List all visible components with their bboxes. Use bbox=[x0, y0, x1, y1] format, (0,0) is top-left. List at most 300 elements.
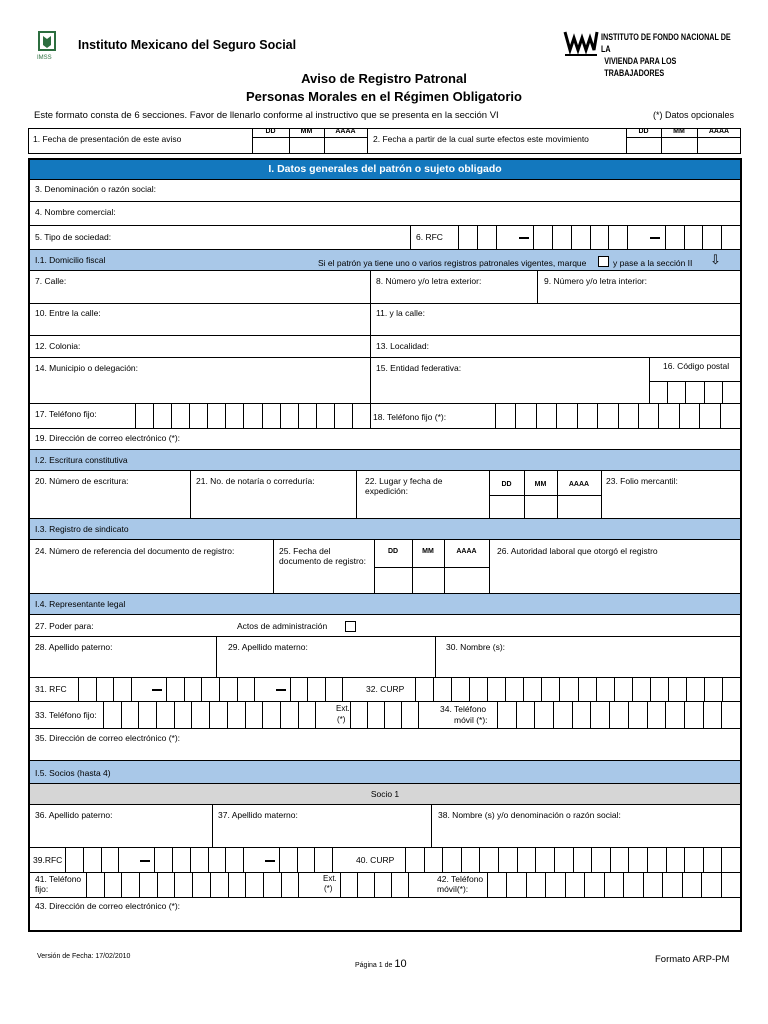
field-33-ext-optional: (*) bbox=[337, 715, 346, 724]
section-1-5-title: I.5. Socios (hasta 4) bbox=[35, 768, 111, 778]
field-30-label: 30. Nombre (s): bbox=[446, 642, 506, 652]
section-1-4-title: I.4. Representante legal bbox=[35, 599, 126, 609]
field-28-input[interactable] bbox=[30, 637, 216, 677]
char-box[interactable] bbox=[516, 702, 535, 728]
field-37-input[interactable] bbox=[213, 805, 431, 847]
admin-acts-checkbox[interactable] bbox=[345, 621, 356, 632]
version-date: Versión de Fecha: 17/02/2010 bbox=[37, 953, 131, 960]
char-box[interactable] bbox=[497, 702, 516, 728]
char-box[interactable] bbox=[704, 677, 722, 701]
char-box[interactable] bbox=[307, 677, 325, 701]
char-box[interactable] bbox=[254, 677, 272, 701]
char-box[interactable] bbox=[591, 848, 610, 872]
char-box[interactable] bbox=[578, 677, 596, 701]
char-box[interactable] bbox=[679, 404, 699, 428]
char-box[interactable] bbox=[684, 848, 703, 872]
field-5-input[interactable] bbox=[30, 226, 410, 249]
char-box[interactable] bbox=[408, 873, 425, 897]
field-32-curp-boxes[interactable] bbox=[415, 677, 740, 701]
char-box[interactable] bbox=[533, 225, 552, 249]
field-20-input[interactable] bbox=[30, 471, 190, 518]
field-40-curp-boxes[interactable] bbox=[405, 848, 740, 872]
char-box[interactable] bbox=[665, 702, 684, 728]
infonavit-logo bbox=[563, 28, 599, 60]
field-40-label: 40. CURP bbox=[356, 855, 395, 865]
char-box[interactable] bbox=[685, 382, 703, 403]
char-box[interactable] bbox=[121, 873, 139, 897]
field-33-ext-boxes[interactable] bbox=[350, 702, 435, 728]
field-34-phone-boxes[interactable] bbox=[497, 702, 740, 728]
char-box[interactable] bbox=[101, 848, 119, 872]
admin-acts-label: Actos de administración bbox=[237, 621, 328, 631]
field-13-input[interactable] bbox=[371, 336, 740, 357]
separator-dash bbox=[276, 689, 286, 691]
char-box[interactable] bbox=[535, 848, 554, 872]
char-box[interactable] bbox=[496, 225, 515, 249]
char-box[interactable] bbox=[325, 677, 343, 701]
char-box[interactable] bbox=[135, 404, 153, 428]
char-box[interactable] bbox=[367, 702, 384, 728]
field-2-dd[interactable] bbox=[627, 138, 661, 153]
format-code: Formato ARP-PM bbox=[655, 954, 730, 965]
char-box[interactable] bbox=[96, 677, 114, 701]
char-box[interactable] bbox=[608, 225, 627, 249]
field-17-label: 17. Teléfono fijo: bbox=[35, 409, 97, 419]
char-box[interactable] bbox=[703, 848, 722, 872]
field-6-rfc-boxes[interactable] bbox=[458, 225, 740, 249]
char-box[interactable] bbox=[340, 873, 357, 897]
field-12-label: 12. Colonia: bbox=[35, 341, 81, 351]
char-box[interactable] bbox=[332, 848, 350, 872]
field-43-input[interactable] bbox=[30, 898, 740, 930]
char-box[interactable] bbox=[559, 677, 577, 701]
char-box[interactable] bbox=[225, 848, 243, 872]
char-box[interactable] bbox=[121, 702, 139, 728]
field-33-label: 33. Teléfono fijo: bbox=[35, 710, 97, 720]
char-box[interactable] bbox=[433, 677, 451, 701]
field-15-input[interactable] bbox=[371, 358, 649, 403]
char-box[interactable] bbox=[638, 404, 658, 428]
char-box[interactable] bbox=[721, 702, 740, 728]
char-box[interactable] bbox=[721, 873, 740, 897]
field-9-input[interactable] bbox=[538, 271, 740, 303]
char-box[interactable] bbox=[469, 677, 487, 701]
field-14-label: 14. Municipio o delegación: bbox=[35, 363, 139, 373]
char-box[interactable] bbox=[263, 873, 281, 897]
char-box[interactable] bbox=[243, 404, 261, 428]
char-box[interactable] bbox=[174, 702, 192, 728]
char-box[interactable] bbox=[65, 848, 83, 872]
char-box[interactable] bbox=[225, 404, 243, 428]
char-box[interactable] bbox=[572, 702, 591, 728]
char-box[interactable] bbox=[237, 677, 255, 701]
char-box[interactable] bbox=[208, 848, 226, 872]
section-1-1-note: Si el patrón ya tiene uno o varios registros patronales vigentes, marque bbox=[318, 258, 587, 268]
field-19-label: 19. Dirección de correo electrónico (*): bbox=[35, 433, 181, 443]
char-box[interactable] bbox=[684, 702, 703, 728]
char-box[interactable] bbox=[534, 702, 553, 728]
char-box[interactable] bbox=[191, 702, 209, 728]
char-box[interactable] bbox=[192, 873, 210, 897]
field-39-rfc-boxes[interactable] bbox=[65, 848, 350, 872]
section-1-1-note-2: y pase a la sección II bbox=[613, 258, 693, 268]
char-box[interactable] bbox=[118, 848, 136, 872]
field-28-label: 28. Apellido paterno: bbox=[35, 642, 113, 652]
field-11-input[interactable] bbox=[371, 304, 740, 335]
field-35-input[interactable] bbox=[30, 729, 740, 760]
field-31-rfc-boxes[interactable] bbox=[78, 677, 360, 701]
char-box[interactable] bbox=[374, 873, 391, 897]
infonavit-name: INSTITUTO DE FONDO NACIONAL DE LA VIVIENDA PARA LOS TRABAJADORES bbox=[601, 32, 731, 78]
field-4-label: 4. Nombre comercial: bbox=[35, 207, 116, 217]
char-box[interactable] bbox=[665, 225, 684, 249]
char-box[interactable] bbox=[391, 873, 408, 897]
char-box[interactable] bbox=[153, 404, 171, 428]
char-box[interactable] bbox=[684, 225, 703, 249]
char-box[interactable] bbox=[649, 382, 667, 403]
char-box[interactable] bbox=[720, 404, 740, 428]
char-box[interactable] bbox=[418, 702, 435, 728]
field-41-ext-boxes[interactable] bbox=[340, 873, 425, 897]
section-1-5-header bbox=[30, 761, 740, 783]
char-box[interactable] bbox=[523, 677, 541, 701]
char-box[interactable] bbox=[658, 404, 678, 428]
field-2-label: 2. Fecha a partir de la cual surte efectos este movimiento bbox=[373, 134, 589, 144]
field-16-postal-code-boxes[interactable] bbox=[649, 381, 740, 403]
char-box[interactable] bbox=[172, 848, 190, 872]
field-26-label: 26. Autoridad laboral que otorgó el registro bbox=[497, 546, 658, 556]
char-box[interactable] bbox=[245, 873, 263, 897]
field-42-label-a: 42. Teléfono bbox=[437, 874, 484, 884]
char-box[interactable] bbox=[505, 677, 523, 701]
char-box[interactable] bbox=[632, 677, 650, 701]
char-box[interactable] bbox=[703, 702, 722, 728]
char-box[interactable] bbox=[596, 677, 614, 701]
field-7-label: 7. Calle: bbox=[35, 276, 67, 286]
char-box[interactable] bbox=[536, 404, 556, 428]
char-box[interactable] bbox=[342, 677, 360, 701]
field-29-input[interactable] bbox=[217, 637, 435, 677]
char-box[interactable] bbox=[357, 873, 374, 897]
char-box[interactable] bbox=[279, 848, 297, 872]
char-box[interactable] bbox=[184, 677, 202, 701]
char-box[interactable] bbox=[461, 848, 480, 872]
char-box[interactable] bbox=[171, 404, 189, 428]
field-41-label-b: fijo: bbox=[35, 884, 49, 894]
char-box[interactable] bbox=[628, 848, 647, 872]
char-box[interactable] bbox=[219, 677, 237, 701]
char-box[interactable] bbox=[541, 677, 559, 701]
field-42-label-b: móvil(*): bbox=[437, 884, 469, 894]
char-box[interactable] bbox=[207, 404, 225, 428]
char-box[interactable] bbox=[442, 848, 461, 872]
char-box[interactable] bbox=[628, 702, 647, 728]
char-box[interactable] bbox=[477, 225, 496, 249]
field-16-label: 16. Código postal bbox=[663, 361, 730, 371]
field-34-label-b: móvil (*): bbox=[454, 715, 488, 725]
char-box[interactable] bbox=[479, 848, 498, 872]
field-18-phone-boxes[interactable] bbox=[495, 404, 740, 428]
field-8-input[interactable] bbox=[371, 271, 537, 303]
char-box[interactable] bbox=[458, 225, 477, 249]
field-6-label: 6. RFC bbox=[416, 232, 443, 242]
char-box[interactable] bbox=[350, 702, 367, 728]
char-box[interactable] bbox=[667, 382, 685, 403]
char-box[interactable] bbox=[647, 848, 666, 872]
field-1-aaaa[interactable] bbox=[325, 138, 367, 153]
section-1-header: I. Datos generales del patrón o sujeto obligado bbox=[30, 160, 740, 179]
char-box[interactable] bbox=[662, 873, 681, 897]
field-41-phone-boxes[interactable] bbox=[86, 873, 316, 897]
char-box[interactable] bbox=[627, 225, 646, 249]
field-21-label: 21. No. de notaría o correduría: bbox=[196, 476, 315, 486]
field-42-phone-boxes[interactable] bbox=[487, 873, 740, 897]
arrow-down-icon: ⇩ bbox=[710, 252, 721, 267]
char-box[interactable] bbox=[201, 677, 219, 701]
char-box[interactable] bbox=[210, 873, 228, 897]
char-box[interactable] bbox=[104, 873, 122, 897]
char-box[interactable] bbox=[86, 873, 104, 897]
char-box[interactable] bbox=[384, 702, 401, 728]
char-box[interactable] bbox=[704, 382, 722, 403]
char-box[interactable] bbox=[401, 702, 418, 728]
char-box[interactable] bbox=[139, 873, 157, 897]
char-box[interactable] bbox=[334, 404, 352, 428]
field-41-ext-label: Ext. bbox=[323, 874, 337, 883]
char-box[interactable] bbox=[553, 702, 572, 728]
char-box[interactable] bbox=[699, 404, 719, 428]
char-box[interactable] bbox=[297, 848, 315, 872]
field-25-label-b: documento de registro: bbox=[279, 556, 366, 566]
field-4-input[interactable] bbox=[30, 202, 740, 225]
field-3-label: 3. Denominación o razón social: bbox=[35, 184, 156, 194]
char-box[interactable] bbox=[209, 702, 227, 728]
field-20-label: 20. Número de escritura: bbox=[35, 476, 129, 486]
char-box[interactable] bbox=[245, 702, 263, 728]
char-box[interactable] bbox=[643, 873, 662, 897]
field-33-phone-boxes[interactable] bbox=[103, 702, 333, 728]
char-box[interactable] bbox=[113, 677, 131, 701]
field-41-ext-optional: (*) bbox=[324, 884, 333, 893]
field-35-label: 35. Dirección de correo electrónico (*): bbox=[35, 733, 181, 743]
char-box[interactable] bbox=[138, 702, 156, 728]
field-24-label: 24. Número de referencia del documento de registro: bbox=[35, 546, 235, 556]
field-3-input[interactable] bbox=[30, 180, 740, 201]
char-box[interactable] bbox=[668, 677, 686, 701]
field-36-label: 36. Apellido paterno: bbox=[35, 810, 113, 820]
separator-dash bbox=[140, 860, 150, 862]
char-box[interactable] bbox=[228, 873, 246, 897]
field-37-label: 37. Apellido materno: bbox=[218, 810, 298, 820]
char-box[interactable] bbox=[280, 404, 298, 428]
char-box[interactable] bbox=[103, 702, 121, 728]
char-box[interactable] bbox=[526, 873, 545, 897]
char-box[interactable] bbox=[506, 873, 525, 897]
imss-logo bbox=[36, 30, 58, 60]
field-23-label: 23. Folio mercantil: bbox=[606, 476, 678, 486]
field-27-label: 27. Poder para: bbox=[35, 621, 94, 631]
char-box[interactable] bbox=[686, 677, 704, 701]
field-30-input[interactable] bbox=[436, 637, 740, 677]
separator-dash bbox=[152, 689, 162, 691]
field-13-label: 13. Localidad: bbox=[376, 341, 429, 351]
field-19-input[interactable] bbox=[30, 429, 740, 449]
section-1-1-title: I.1. Domicilio fiscal bbox=[35, 255, 106, 265]
char-box[interactable] bbox=[280, 702, 298, 728]
field-26-input[interactable] bbox=[490, 540, 740, 593]
section-1-3-title: I.3. Registro de sindicato bbox=[35, 524, 129, 534]
char-box[interactable] bbox=[227, 702, 245, 728]
field-5-label: 5. Tipo de sociedad: bbox=[35, 232, 112, 242]
field-1-mm[interactable] bbox=[290, 138, 324, 153]
existing-registration-checkbox[interactable] bbox=[598, 256, 609, 267]
char-box[interactable] bbox=[577, 404, 597, 428]
char-box[interactable] bbox=[405, 848, 424, 872]
char-box[interactable] bbox=[487, 873, 506, 897]
char-box[interactable] bbox=[590, 702, 609, 728]
char-box[interactable] bbox=[650, 677, 668, 701]
instructions-note: Este formato consta de 6 secciones. Favor de llenarlo conforme al instructivo que se presenta en la sección VI bbox=[34, 110, 499, 121]
char-box[interactable] bbox=[515, 404, 535, 428]
char-box[interactable] bbox=[682, 873, 701, 897]
char-box[interactable] bbox=[316, 404, 334, 428]
char-box[interactable] bbox=[298, 873, 316, 897]
imss-logo-text: IMSS bbox=[37, 55, 52, 60]
field-43-label: 43. Dirección de correo electrónico (*): bbox=[35, 901, 181, 911]
field-7-input[interactable] bbox=[30, 271, 370, 303]
char-box[interactable] bbox=[262, 702, 280, 728]
separator-dash bbox=[650, 237, 660, 239]
document-title: Aviso de Registro Patronal bbox=[301, 71, 467, 86]
field-10-label: 10. Entre la calle: bbox=[35, 308, 101, 318]
char-box[interactable] bbox=[552, 225, 571, 249]
char-box[interactable] bbox=[647, 702, 666, 728]
field-12-input[interactable] bbox=[30, 336, 370, 357]
field-11-label: 11. y la calle: bbox=[376, 308, 425, 318]
field-2-aaaa[interactable] bbox=[698, 138, 740, 153]
partner-1-header: Socio 1 bbox=[30, 784, 740, 804]
field-10-input[interactable] bbox=[30, 304, 370, 335]
field-24-input[interactable] bbox=[30, 540, 273, 593]
char-box[interactable] bbox=[545, 873, 564, 897]
char-box[interactable] bbox=[618, 404, 638, 428]
char-box[interactable] bbox=[415, 677, 433, 701]
char-box[interactable] bbox=[189, 404, 207, 428]
char-box[interactable] bbox=[623, 873, 642, 897]
char-box[interactable] bbox=[565, 873, 584, 897]
field-15-label: 15. Entidad federativa: bbox=[376, 363, 462, 373]
field-34-label-a: 34. Teléfono bbox=[440, 704, 487, 714]
char-box[interactable] bbox=[243, 848, 261, 872]
char-box[interactable] bbox=[190, 848, 208, 872]
field-17-phone-boxes[interactable] bbox=[135, 404, 370, 428]
field-1-label: 1. Fecha de presentación de este aviso bbox=[33, 134, 182, 144]
char-box[interactable] bbox=[174, 873, 192, 897]
char-box[interactable] bbox=[281, 873, 299, 897]
char-box[interactable] bbox=[298, 404, 316, 428]
institute-title: Instituto Mexicano del Seguro Social bbox=[78, 38, 297, 52]
char-box[interactable] bbox=[554, 848, 573, 872]
char-box[interactable] bbox=[556, 404, 576, 428]
section-1-2-title: I.2. Escritura constitutiva bbox=[35, 455, 128, 465]
char-box[interactable] bbox=[298, 702, 316, 728]
char-box[interactable] bbox=[495, 404, 515, 428]
field-38-label: 38. Nombre (s) y/o denominación o razón social: bbox=[438, 810, 621, 820]
page-number: Página 1 de 10 bbox=[355, 958, 407, 970]
char-box[interactable] bbox=[487, 677, 505, 701]
char-box[interactable] bbox=[154, 848, 172, 872]
char-box[interactable] bbox=[131, 677, 149, 701]
char-box[interactable] bbox=[78, 677, 96, 701]
char-box[interactable] bbox=[451, 677, 469, 701]
optional-note: (*) Datos opcionales bbox=[653, 110, 735, 120]
field-23-input[interactable] bbox=[602, 471, 740, 518]
char-box[interactable] bbox=[352, 404, 370, 428]
field-22-date-input[interactable] bbox=[490, 496, 601, 518]
char-box[interactable] bbox=[262, 404, 280, 428]
field-25-label-a: 25. Fecha del bbox=[279, 546, 331, 556]
char-box[interactable] bbox=[721, 225, 740, 249]
char-box[interactable] bbox=[157, 873, 175, 897]
char-box[interactable] bbox=[590, 225, 609, 249]
char-box[interactable] bbox=[517, 848, 536, 872]
field-8-label: 8. Número y/o letra exterior: bbox=[376, 276, 482, 286]
char-box[interactable] bbox=[424, 848, 443, 872]
char-box[interactable] bbox=[609, 702, 628, 728]
char-box[interactable] bbox=[573, 848, 592, 872]
separator-dash bbox=[519, 237, 529, 239]
field-1-dd[interactable] bbox=[253, 138, 289, 153]
field-31-label: 31. RFC bbox=[35, 684, 67, 694]
char-box[interactable] bbox=[571, 225, 590, 249]
char-box[interactable] bbox=[315, 702, 333, 728]
field-2-mm[interactable] bbox=[662, 138, 697, 153]
field-41-label-a: 41. Teléfono bbox=[35, 874, 82, 884]
field-39-label: 39.RFC bbox=[33, 855, 63, 865]
section-1-4-header bbox=[30, 594, 740, 614]
char-box[interactable] bbox=[166, 677, 184, 701]
char-box[interactable] bbox=[614, 677, 632, 701]
field-38-input[interactable] bbox=[432, 805, 740, 847]
char-box[interactable] bbox=[290, 677, 308, 701]
field-36-input[interactable] bbox=[30, 805, 212, 847]
field-22-label-a: 22. Lugar y fecha de bbox=[365, 476, 443, 486]
char-box[interactable] bbox=[701, 873, 720, 897]
char-box[interactable] bbox=[722, 677, 740, 701]
field-33-ext-label: Ext. bbox=[336, 704, 350, 713]
char-box[interactable] bbox=[156, 702, 174, 728]
field-25-date-input[interactable] bbox=[375, 568, 489, 593]
field-14-input[interactable] bbox=[30, 358, 370, 403]
char-box[interactable] bbox=[666, 848, 685, 872]
field-9-label: 9. Número y/o letra interior: bbox=[544, 276, 647, 286]
char-box[interactable] bbox=[610, 848, 629, 872]
char-box[interactable] bbox=[721, 848, 740, 872]
field-29-label: 29. Apellido materno: bbox=[228, 642, 308, 652]
char-box[interactable] bbox=[584, 873, 603, 897]
char-box[interactable] bbox=[597, 404, 617, 428]
char-box[interactable] bbox=[604, 873, 623, 897]
char-box[interactable] bbox=[702, 225, 721, 249]
char-box[interactable] bbox=[314, 848, 332, 872]
char-box[interactable] bbox=[722, 382, 740, 403]
field-21-input[interactable] bbox=[191, 471, 356, 518]
char-box[interactable] bbox=[83, 848, 101, 872]
char-box[interactable] bbox=[498, 848, 517, 872]
field-18-label: 18. Teléfono fijo (*): bbox=[373, 412, 447, 422]
document-subtitle: Personas Morales en el Régimen Obligatorio bbox=[246, 89, 522, 104]
section-1-3-header bbox=[30, 519, 740, 539]
